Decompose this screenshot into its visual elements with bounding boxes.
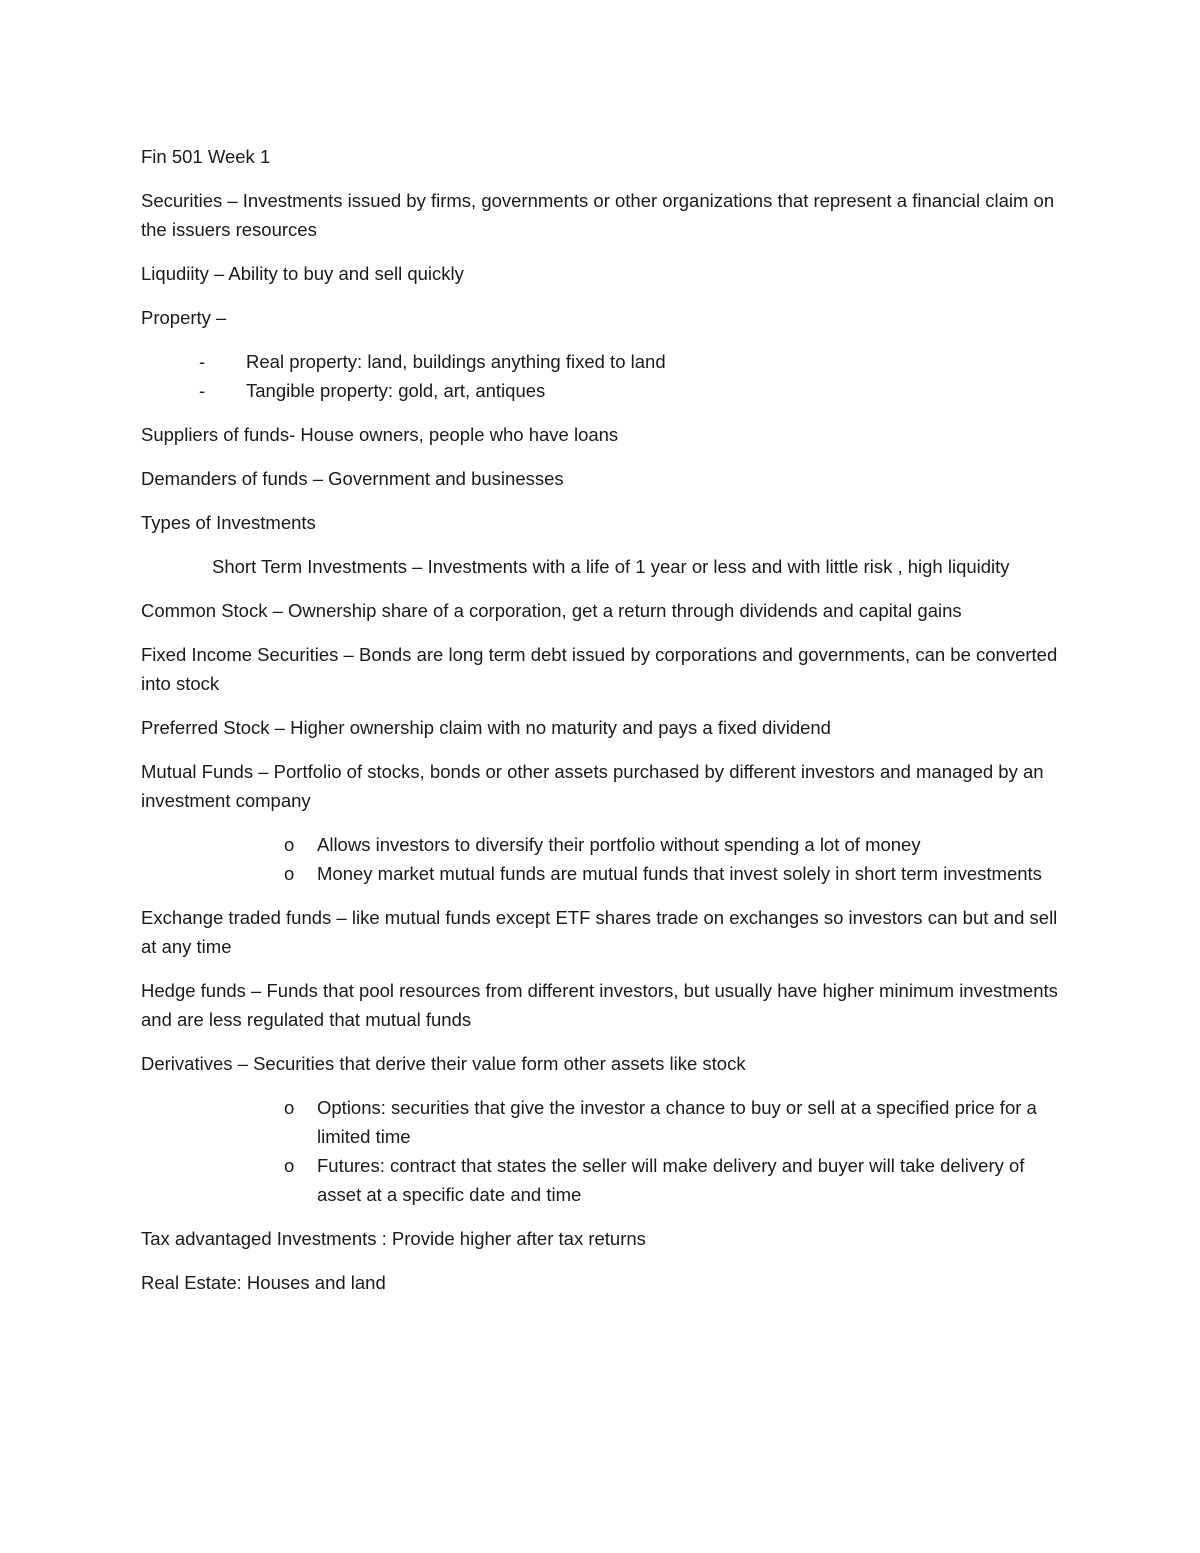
property-list [141, 347, 1061, 405]
tax-advantaged-definition: Tax advantaged Investments : Provide higher after tax returns [141, 1228, 646, 1249]
dash-bullet: - [199, 351, 206, 372]
liquidity-definition: Liqudiity – Ability to buy and sell quickly [141, 263, 464, 284]
list-item [141, 1151, 1061, 1209]
etf-definition: Exchange traded funds – like mutual funds except ETF shares trade on exchanges so investors can but and sell at any time [141, 907, 1058, 957]
list-item-text: Options: securities that give the investor a chance to buy or sell at a specified price for a limited time [317, 1097, 1037, 1147]
derivatives-definition: Derivatives – Securities that derive their value form other assets like stock [141, 1053, 746, 1074]
types-heading: Types of Investments [141, 512, 316, 533]
list-item [141, 376, 1061, 405]
circle-bullet-icon: o [284, 1097, 295, 1118]
circle-bullet-icon: o [284, 863, 295, 884]
list-item [141, 1093, 1061, 1151]
hedge-funds-definition: Hedge funds – Funds that pool resources from different investors, but usually have higher minimum investments and are less regulated that mutual funds [141, 980, 1058, 1030]
securities-definition: Securities – Investments issued by firms, governments or other organizations that represent a financial claim on the issuers resources [141, 190, 1055, 240]
list-item-text: Real property: land, buildings anything fixed to land [246, 351, 666, 372]
document-title: Fin 501 Week 1 [141, 146, 271, 167]
derivatives-list [141, 1093, 1061, 1209]
mutual-funds-list [141, 830, 1061, 888]
short-term-definition: Short Term Investments – Investments with a life of 1 year or less and with little risk , high liquidity [212, 556, 1010, 577]
list-item-text: Futures: contract that states the seller will make delivery and buyer will take delivery of asset at a specific date and time [317, 1155, 1025, 1205]
circle-bullet-icon: o [284, 834, 295, 855]
list-item [141, 859, 1061, 888]
suppliers-definition: Suppliers of funds- House owners, people who have loans [141, 424, 619, 445]
list-item-text: Money market mutual funds are mutual funds that invest solely in short term investments [317, 863, 1042, 884]
real-estate-definition: Real Estate: Houses and land [141, 1272, 386, 1293]
dash-bullet: - [199, 380, 206, 401]
list-item [141, 347, 1061, 376]
list-item-text: Tangible property: gold, art, antiques [246, 380, 546, 401]
property-heading: Property – [141, 307, 227, 328]
common-stock-definition: Common Stock – Ownership share of a corporation, get a return through dividends and capital gains [141, 600, 962, 621]
list-item-text: Allows investors to diversify their portfolio without spending a lot of money [317, 834, 921, 855]
circle-bullet-icon: o [284, 1155, 295, 1176]
document-body [141, 142, 1061, 1312]
mutual-funds-definition: Mutual Funds – Portfolio of stocks, bonds or other assets purchased by different investors and managed by an investment company [141, 761, 1044, 811]
demanders-definition: Demanders of funds – Government and businesses [141, 468, 564, 489]
list-item [141, 830, 1061, 859]
preferred-stock-definition: Preferred Stock – Higher ownership claim with no maturity and pays a fixed dividend [141, 717, 831, 738]
fixed-income-definition: Fixed Income Securities – Bonds are long term debt issued by corporations and governments, can be converted into stock [141, 644, 1058, 694]
